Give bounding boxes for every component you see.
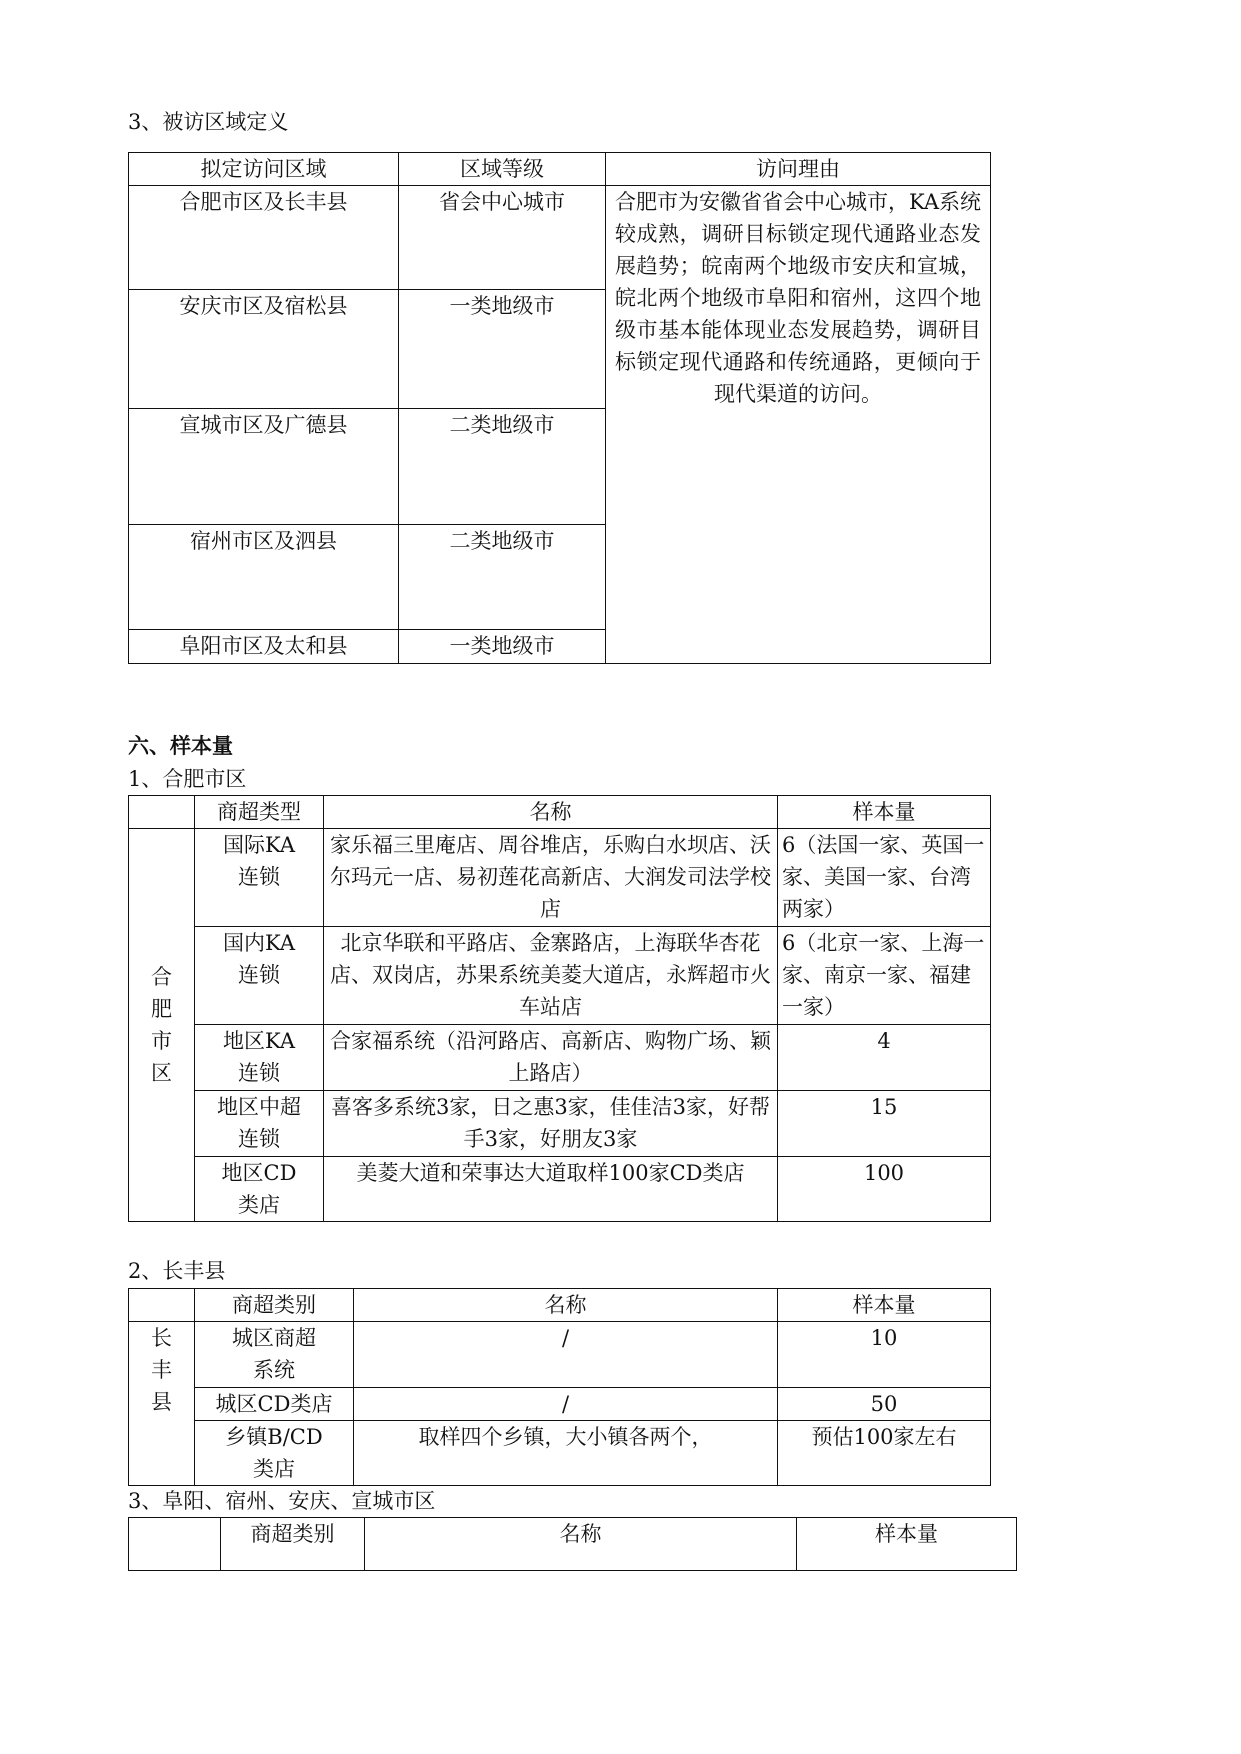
others-sample-table [128,1517,1017,1571]
column-header: 商超类别 [221,1518,365,1571]
column-header: 样本量 [778,1289,991,1322]
areas-table [128,152,991,664]
level-cell: 二类地级市 [399,409,606,525]
column-header: 访问理由 [606,153,991,186]
region-char: 县 [151,1390,172,1414]
section-title: 六、样本量 [128,734,233,758]
column-header: 区域等级 [399,153,606,186]
level-cell: 一类地级市 [399,630,606,664]
type-cell: 国内KA连锁 [195,927,324,1025]
table-row [129,1388,991,1421]
name-cell: 取样四个乡镇，大小镇各两个， [354,1421,778,1486]
region-char: 市 [151,1029,172,1053]
column-header: 商超类别 [195,1289,354,1322]
name-cell: 北京华联和平路店、金寨路店，上海联华杏花店、双岗店，苏果系统美菱大道店，永辉超市火车站店 [324,927,778,1025]
type-cell: 国际KA连锁 [195,829,324,927]
count-cell: 15 [778,1091,991,1157]
subsection-title: 2、长丰县 [128,1259,226,1283]
empty-header-cell [129,1289,195,1322]
hefei-sample-table [128,795,991,1222]
type-cell: 地区KA连锁 [195,1025,324,1091]
table-row [129,1157,991,1222]
count-cell: 10 [778,1322,991,1388]
count-cell: 50 [778,1388,991,1421]
reason-cell: 合肥市为安徽省省会中心城市，KA系统较成熟，调研目标锁定现代通路业态发展趋势；皖南两个地级市安庆和宣城，皖北两个地级市阜阳和宿州，这四个地级市基本能体现业态发展趋势，调研目标锁定现代通路和传统通路，更倾向于现代渠道的访问。 [606,186,991,664]
table-row [129,829,991,927]
name-cell: / [354,1322,778,1388]
count-cell: 6（法国一家、英国一家、美国一家、台湾两家） [778,829,991,927]
type-cell: 城区商超系统 [195,1322,354,1388]
count-cell: 预估100家左右 [778,1421,991,1486]
region-char: 合 [151,965,172,989]
column-header: 名称 [354,1289,778,1322]
area-cell: 合肥市区及长丰县 [129,186,399,290]
empty-header-cell [129,1518,221,1571]
name-cell: 美菱大道和荣事达大道取样100家CD类店 [324,1157,778,1222]
region-char: 肥 [151,997,172,1021]
table-row [129,1421,991,1486]
count-cell: 100 [778,1157,991,1222]
changfeng-sample-table [128,1288,991,1486]
column-header: 样本量 [797,1518,1017,1571]
area-cell: 宣城市区及广德县 [129,409,399,525]
level-cell: 二类地级市 [399,525,606,630]
subsection-title: 3、阜阳、宿州、安庆、宣城市区 [128,1489,436,1513]
column-header: 拟定访问区域 [129,153,399,186]
count-cell: 6（北京一家、上海一家、南京一家、福建一家） [778,927,991,1025]
name-cell: 合家福系统（沿河路店、高新店、购物广场、颖上路店） [324,1025,778,1091]
count-cell: 4 [778,1025,991,1091]
name-cell: 喜客多系统3家，日之惠3家，佳佳洁3家，好帮手3家，好朋友3家 [324,1091,778,1157]
table-row [129,1322,991,1388]
table-row [129,1025,991,1091]
name-cell: 家乐福三里庵店、周谷堆店，乐购白水坝店、沃尔玛元一店、易初莲花高新店、大润发司法学校店 [324,829,778,927]
level-cell: 省会中心城市 [399,186,606,290]
table-row [129,1091,991,1157]
region-char: 长 [151,1326,172,1350]
region-cell [129,829,195,1222]
table-row [129,186,991,290]
name-cell: / [354,1388,778,1421]
column-header: 名称 [324,796,778,829]
region-cell [129,1322,195,1486]
table-row [129,927,991,1025]
type-cell: 地区CD类店 [195,1157,324,1222]
column-header: 样本量 [778,796,991,829]
region-char: 区 [151,1061,172,1085]
column-header: 商超类型 [195,796,324,829]
region-char: 丰 [151,1358,172,1382]
type-cell: 乡镇B/CD类店 [195,1421,354,1486]
type-cell: 地区中超连锁 [195,1091,324,1157]
section-title: 3、被访区域定义 [128,110,289,134]
area-cell: 阜阳市区及太和县 [129,630,399,664]
empty-header-cell [129,796,195,829]
level-cell: 一类地级市 [399,290,606,409]
area-cell: 宿州市区及泗县 [129,525,399,630]
type-cell: 城区CD类店 [195,1388,354,1421]
area-cell: 安庆市区及宿松县 [129,290,399,409]
subsection-title: 1、合肥市区 [128,767,247,791]
column-header: 名称 [365,1518,797,1571]
